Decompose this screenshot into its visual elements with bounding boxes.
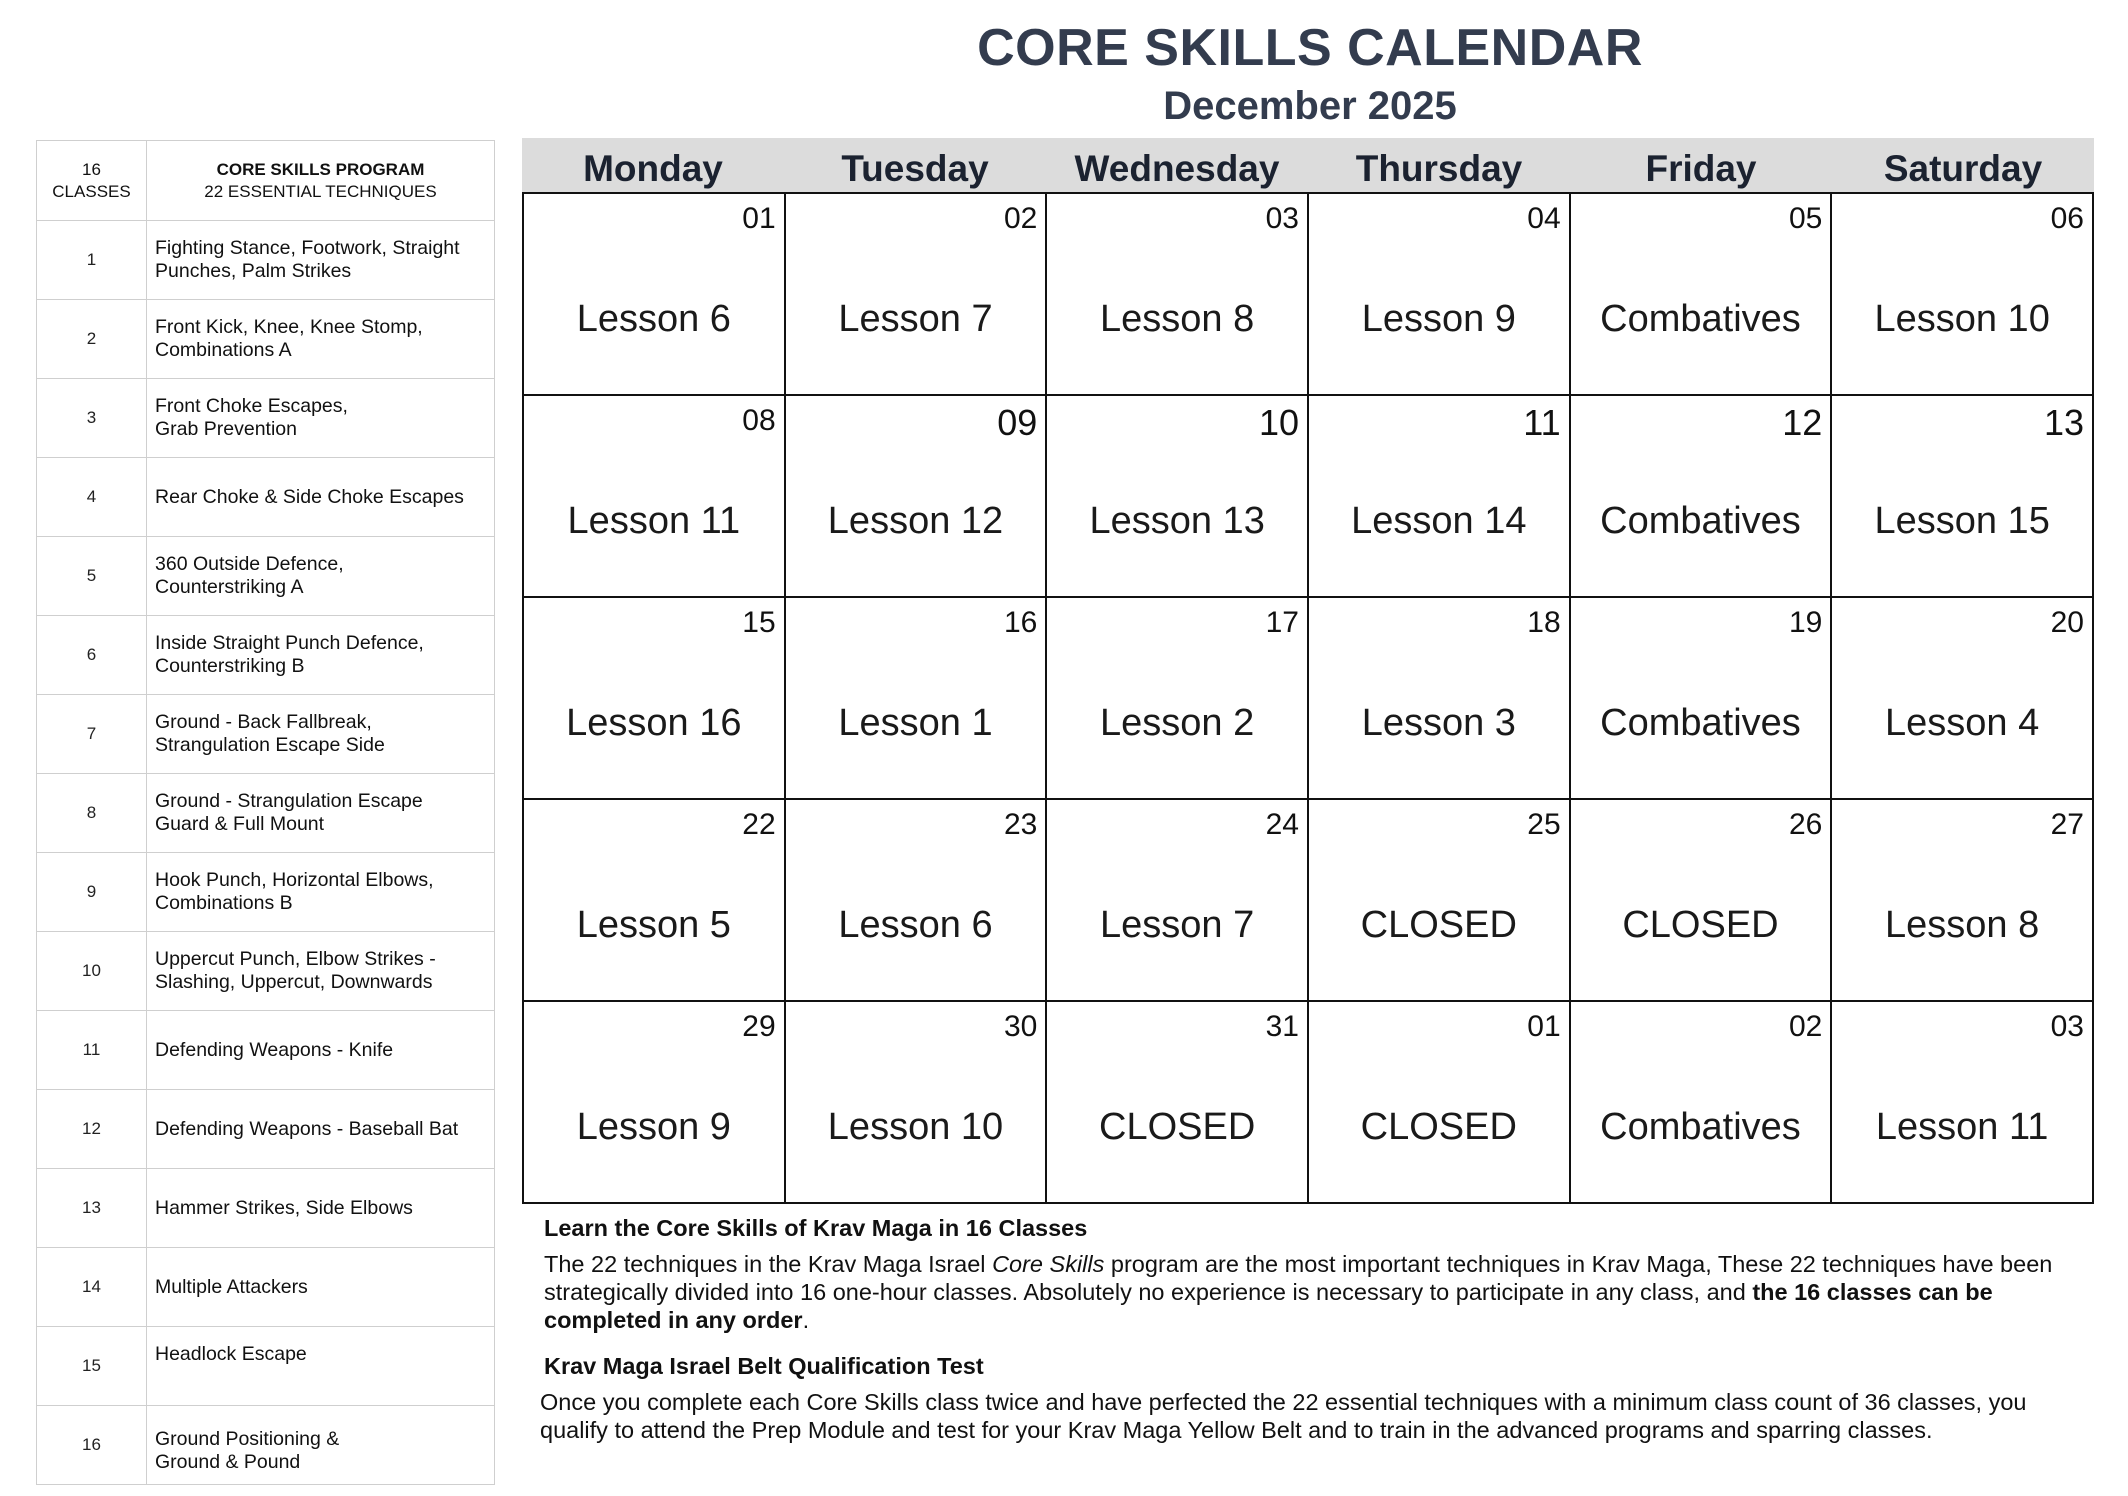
technique-line: Counterstriking B bbox=[155, 655, 305, 677]
calendar-day-cell bbox=[786, 194, 1048, 396]
technique-line: Slashing, Uppercut, Downwards bbox=[155, 971, 433, 993]
program-header bbox=[147, 141, 495, 221]
calendar-day-cell bbox=[1832, 800, 2094, 1002]
program-row bbox=[37, 458, 495, 537]
day-event: Lesson 3 bbox=[1361, 702, 1516, 744]
info-heading-core-skills: Learn the Core Skills of Krav Maga in 16 Classes bbox=[544, 1215, 1088, 1241]
technique-line: Combinations A bbox=[155, 339, 292, 361]
technique-line: Fighting Stance, Footwork, Straight bbox=[155, 237, 460, 259]
technique-line: Counterstriking A bbox=[155, 576, 304, 598]
calendar-day-cell bbox=[524, 396, 786, 598]
technique-line: Uppercut Punch, Elbow Strikes - bbox=[155, 948, 436, 970]
technique-line: 360 Outside Defence, bbox=[155, 553, 344, 575]
program-row-techniques bbox=[147, 1090, 495, 1169]
day-number: 26 bbox=[1788, 808, 1823, 841]
day-header-friday: Friday bbox=[1645, 148, 1757, 189]
program-row-number: 7 bbox=[37, 695, 147, 774]
calendar-day-cell bbox=[524, 800, 786, 1002]
technique-line: Front Kick, Knee, Knee Stomp, bbox=[155, 316, 423, 338]
calendar bbox=[522, 138, 2094, 1204]
day-number: 06 bbox=[2050, 202, 2084, 235]
program-table bbox=[36, 140, 495, 1485]
day-event: Lesson 8 bbox=[1100, 298, 1255, 340]
day-event: Lesson 1 bbox=[838, 702, 993, 744]
program-row bbox=[37, 300, 495, 379]
day-number: 31 bbox=[1265, 1010, 1299, 1043]
day-event: Lesson 11 bbox=[567, 500, 741, 542]
technique-line: Hook Punch, Horizontal Elbows, bbox=[155, 869, 434, 891]
class-count-number: 16 bbox=[82, 159, 101, 179]
day-number: 29 bbox=[742, 1010, 776, 1043]
day-event: Lesson 14 bbox=[1351, 500, 1527, 542]
program-row bbox=[37, 1248, 495, 1327]
calendar-day-cell bbox=[1571, 396, 1833, 598]
day-header-row bbox=[522, 138, 2094, 194]
program-row bbox=[37, 932, 495, 1011]
day-event: Lesson 11 bbox=[1875, 1106, 2049, 1148]
day-number: 25 bbox=[1527, 808, 1561, 841]
calendar-day-cell bbox=[1047, 598, 1309, 800]
info-text: The 22 techniques in the Krav Maga Israel bbox=[544, 1251, 993, 1277]
technique-line: Ground & Pound bbox=[155, 1451, 301, 1473]
program-row-techniques bbox=[147, 1327, 495, 1406]
program-row-number: 6 bbox=[37, 616, 147, 695]
program-row-number: 5 bbox=[37, 537, 147, 616]
technique-line: Ground - Back Fallbreak, bbox=[155, 711, 372, 733]
day-event: Lesson 6 bbox=[576, 298, 731, 340]
calendar-day-cell bbox=[1047, 396, 1309, 598]
day-event: Lesson 10 bbox=[1874, 298, 2050, 340]
program-row-techniques bbox=[147, 853, 495, 932]
day-event: Lesson 2 bbox=[1100, 702, 1255, 744]
program-row-techniques bbox=[147, 458, 495, 537]
program-row-number: 2 bbox=[37, 300, 147, 379]
program-row-number: 16 bbox=[37, 1406, 147, 1485]
program-row bbox=[37, 774, 495, 853]
day-number: 17 bbox=[1265, 606, 1299, 639]
program-row-number: 9 bbox=[37, 853, 147, 932]
technique-line: Punches, Palm Strikes bbox=[155, 260, 352, 282]
program-row-number: 14 bbox=[37, 1248, 147, 1327]
info-strong: the 16 classes can be completed in any order bbox=[544, 1279, 1993, 1333]
day-number: 01 bbox=[1527, 1010, 1561, 1043]
day-event: CLOSED bbox=[1099, 1106, 1256, 1148]
day-event: Lesson 5 bbox=[576, 904, 731, 946]
day-header-wednesday: Wednesday bbox=[1074, 148, 1280, 189]
day-number: 11 bbox=[1523, 402, 1561, 443]
technique-line: Multiple Attackers bbox=[155, 1275, 308, 1298]
program-row-techniques bbox=[147, 695, 495, 774]
technique-line: Combinations B bbox=[155, 892, 293, 914]
day-number: 13 bbox=[2043, 402, 2084, 443]
day-event: Lesson 8 bbox=[1885, 904, 2040, 946]
calendar-day-cell bbox=[1571, 194, 1833, 396]
day-number: 05 bbox=[1788, 202, 1823, 235]
program-row-techniques bbox=[147, 1169, 495, 1248]
class-count-label: CLASSES bbox=[52, 181, 131, 201]
info-text: program are the most important techniques in Krav Maga, These 22 techniques have been strategically divided into 16 one-hour classes. Absolutely no experience is necessary to participate in any class, and bbox=[544, 1251, 2053, 1305]
day-header-tuesday: Tuesday bbox=[841, 148, 989, 189]
program-row-techniques bbox=[147, 1406, 495, 1485]
day-number: 16 bbox=[1003, 606, 1038, 639]
program-row bbox=[37, 221, 495, 300]
technique-line: Inside Straight Punch Defence, bbox=[155, 632, 424, 654]
calendar-day-cell bbox=[524, 598, 786, 800]
program-heading: CORE SKILLS PROGRAM bbox=[216, 159, 425, 179]
program-row bbox=[37, 1406, 495, 1485]
day-number: 27 bbox=[2050, 808, 2084, 841]
calendar-day-cell bbox=[524, 1002, 786, 1204]
program-row-number: 4 bbox=[37, 458, 147, 537]
day-number: 02 bbox=[1003, 202, 1038, 235]
program-row bbox=[37, 1169, 495, 1248]
technique-line: Headlock Escape bbox=[155, 1343, 307, 1365]
info-paragraph-core-skills bbox=[544, 1250, 2080, 1334]
program-row bbox=[37, 695, 495, 774]
day-event: CLOSED bbox=[1360, 904, 1517, 946]
calendar-day-cell bbox=[786, 800, 1048, 1002]
program-row bbox=[37, 853, 495, 932]
day-number: 10 bbox=[1258, 402, 1299, 443]
program-row bbox=[37, 616, 495, 695]
class-count-header bbox=[37, 141, 147, 221]
calendar-day-cell bbox=[1832, 396, 2094, 598]
program-row bbox=[37, 1090, 495, 1169]
calendar-day-cell bbox=[1571, 800, 1833, 1002]
program-row bbox=[37, 1327, 495, 1406]
calendar-day-cell bbox=[1047, 800, 1309, 1002]
day-header-saturday: Saturday bbox=[1883, 148, 2043, 189]
calendar-day-cell bbox=[1309, 1002, 1571, 1204]
program-row-techniques bbox=[147, 774, 495, 853]
day-number: 15 bbox=[742, 606, 776, 639]
technique-line: Ground - Strangulation Escape bbox=[155, 790, 423, 812]
technique-line: Grab Prevention bbox=[155, 418, 297, 440]
day-event: CLOSED bbox=[1622, 904, 1779, 946]
info-heading-belt-test: Krav Maga Israel Belt Qualification Test bbox=[544, 1353, 984, 1379]
day-event: Lesson 4 bbox=[1885, 702, 2040, 744]
day-number: 20 bbox=[2050, 606, 2084, 639]
info-emphasis: Core Skills bbox=[992, 1251, 1105, 1277]
calendar-day-cell bbox=[1047, 194, 1309, 396]
program-row bbox=[37, 379, 495, 458]
calendar-day-cell bbox=[1832, 598, 2094, 800]
day-number: 23 bbox=[1003, 808, 1038, 841]
day-event: Combatives bbox=[1600, 1106, 1801, 1148]
day-header-thursday: Thursday bbox=[1355, 148, 1523, 189]
day-event: CLOSED bbox=[1360, 1106, 1517, 1148]
calendar-grid bbox=[522, 194, 2094, 1204]
technique-line: Ground Positioning & bbox=[155, 1428, 340, 1450]
program-row-number: 3 bbox=[37, 379, 147, 458]
program-row-techniques bbox=[147, 379, 495, 458]
day-event: Lesson 12 bbox=[827, 500, 1004, 542]
day-number: 03 bbox=[2050, 1010, 2084, 1043]
day-event: Lesson 7 bbox=[838, 298, 993, 340]
day-number: 09 bbox=[997, 402, 1038, 443]
program-row-techniques bbox=[147, 1011, 495, 1090]
program-row-techniques bbox=[147, 932, 495, 1011]
program-row-number: 1 bbox=[37, 221, 147, 300]
calendar-day-cell bbox=[1832, 194, 2094, 396]
calendar-day-cell bbox=[1571, 1002, 1833, 1204]
program-row-number: 10 bbox=[37, 932, 147, 1011]
program-row-number: 11 bbox=[37, 1011, 147, 1090]
day-event: Lesson 13 bbox=[1089, 500, 1265, 542]
technique-line: Front Choke Escapes, bbox=[155, 395, 348, 417]
info-section bbox=[540, 1214, 2080, 1462]
day-number: 02 bbox=[1788, 1010, 1823, 1043]
day-event: Lesson 15 bbox=[1874, 500, 2050, 542]
calendar-day-cell bbox=[1309, 598, 1571, 800]
calendar-day-cell bbox=[524, 194, 786, 396]
program-row-techniques bbox=[147, 616, 495, 695]
day-number: 19 bbox=[1788, 606, 1823, 639]
program-row-techniques bbox=[147, 537, 495, 616]
calendar-day-cell bbox=[1832, 1002, 2094, 1204]
info-paragraph-belt-test: Once you complete each Core Skills class twice and have perfected the 22 essential techniques with a minimum class count of 36 classes, you qualify to attend the Prep Module and test for your Krav Maga Yellow Belt and to train in the advanced programs and sparring classes. bbox=[540, 1389, 2027, 1443]
day-number: 18 bbox=[1527, 606, 1561, 639]
program-row-number: 13 bbox=[37, 1169, 147, 1248]
program-row-techniques bbox=[147, 221, 495, 300]
program-subheading: 22 ESSENTIAL TECHNIQUES bbox=[204, 181, 437, 201]
day-number: 12 bbox=[1782, 402, 1823, 443]
calendar-day-cell bbox=[1309, 800, 1571, 1002]
program-table-header bbox=[37, 141, 495, 221]
day-header-monday: Monday bbox=[583, 148, 723, 189]
calendar-day-cell bbox=[786, 396, 1048, 598]
calendar-day-cell bbox=[1309, 194, 1571, 396]
day-event: Lesson 9 bbox=[576, 1106, 731, 1148]
day-event: Lesson 16 bbox=[566, 702, 742, 744]
calendar-day-cell bbox=[1047, 1002, 1309, 1204]
calendar-day-cell bbox=[786, 1002, 1048, 1204]
info-text: . bbox=[802, 1307, 810, 1333]
technique-line: Strangulation Escape Side bbox=[155, 734, 385, 756]
program-row bbox=[37, 1011, 495, 1090]
day-number: 03 bbox=[1265, 202, 1299, 235]
program-row bbox=[37, 537, 495, 616]
program-row-number: 8 bbox=[37, 774, 147, 853]
day-number: 01 bbox=[742, 202, 776, 235]
day-event: Combatives bbox=[1600, 298, 1801, 340]
calendar-day-cell bbox=[786, 598, 1048, 800]
calendar-day-cell bbox=[1571, 598, 1833, 800]
day-event: Lesson 6 bbox=[838, 904, 993, 946]
day-number: 24 bbox=[1265, 808, 1299, 841]
day-event: Lesson 7 bbox=[1100, 904, 1255, 946]
program-row-number: 12 bbox=[37, 1090, 147, 1169]
day-event: Lesson 10 bbox=[827, 1106, 1004, 1148]
technique-line: Guard & Full Mount bbox=[155, 813, 325, 835]
day-event: Combatives bbox=[1600, 500, 1801, 542]
program-row-number: 15 bbox=[37, 1327, 147, 1406]
technique-line: Rear Choke & Side Choke Escapes bbox=[155, 485, 464, 508]
day-number: 08 bbox=[742, 404, 776, 437]
program-row-techniques bbox=[147, 1248, 495, 1327]
program-row-techniques bbox=[147, 300, 495, 379]
day-number: 30 bbox=[1003, 1010, 1038, 1043]
technique-line: Defending Weapons - Baseball Bat bbox=[155, 1117, 459, 1140]
day-event: Combatives bbox=[1600, 702, 1801, 744]
day-number: 04 bbox=[1527, 202, 1561, 235]
calendar-day-cell bbox=[1309, 396, 1571, 598]
day-event: Lesson 9 bbox=[1361, 298, 1516, 340]
day-number: 22 bbox=[742, 808, 776, 841]
month-title: December 2025 bbox=[1163, 84, 1457, 128]
page-title: CORE SKILLS CALENDAR bbox=[977, 19, 1643, 77]
technique-line: Hammer Strikes, Side Elbows bbox=[155, 1196, 413, 1219]
technique-line: Defending Weapons - Knife bbox=[155, 1038, 394, 1061]
